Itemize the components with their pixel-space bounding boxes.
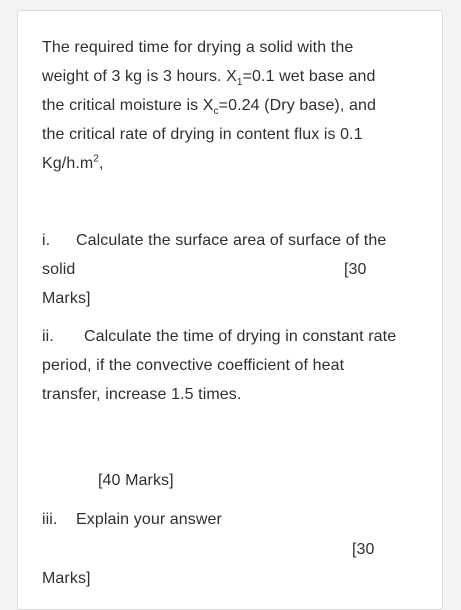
part-1-text-2: solid <box>42 261 76 278</box>
part-2-line-2 <box>42 356 344 376</box>
intro-line-1 <box>42 38 353 58</box>
intro-line-4 <box>42 125 363 145</box>
part-1-marks-a <box>344 260 367 280</box>
part-2-numeral <box>42 327 54 347</box>
part-3-text-1: Explain your answer <box>76 511 222 528</box>
part-2-text-3: transfer, increase 1.5 times. <box>42 386 242 403</box>
part-3-marks-a-text: [30 <box>352 541 375 558</box>
part-1-marks-b <box>42 289 91 309</box>
intro-text-3a: the critical moisture is X <box>42 97 214 114</box>
subscript-1: 1 <box>236 77 243 89</box>
part-1-marks-b-text: Marks] <box>42 290 91 307</box>
part-3-numeral-text: iii. <box>42 511 58 528</box>
part-2-text-2: period, if the convective coefficient of heat <box>42 357 345 374</box>
intro-text-1: The required time for drying a solid with the <box>42 39 354 56</box>
part-3-line-1 <box>76 510 222 530</box>
intro-line-5 <box>42 154 104 174</box>
part-1-marks-a-text: [30 <box>344 261 367 278</box>
part-3-marks-a <box>352 540 375 560</box>
question-card <box>17 10 443 610</box>
intro-text-2b: =0.1 wet base and <box>242 68 376 85</box>
part-2-line-1 <box>84 327 396 347</box>
part-2-marks-text: [40 Marks] <box>98 472 174 489</box>
part-1-numeral <box>42 231 50 251</box>
intro-text-5b: , <box>98 155 104 172</box>
part-1-line-2 <box>42 260 75 280</box>
intro-text-2a: weight of 3 kg is 3 hours. X <box>42 68 237 85</box>
superscript-2: 2 <box>93 153 99 165</box>
subscript-c: c <box>213 106 219 118</box>
part-2-marks <box>98 471 174 491</box>
part-2-numeral-text: ii. <box>42 328 54 345</box>
part-2-line-3 <box>42 385 241 405</box>
intro-text-4: the critical rate of drying in content flux is 0.1 <box>42 126 363 143</box>
part-3-numeral <box>42 510 58 530</box>
intro-text-3b: =0.24 (Dry base), and <box>218 97 376 114</box>
part-3-marks-b <box>42 569 91 589</box>
part-2-text-1: Calculate the time of drying in constant rate <box>84 328 397 345</box>
part-1-line-1 <box>76 231 386 251</box>
part-3-marks-b-text: Marks] <box>42 570 91 587</box>
intro-line-2 <box>42 67 376 87</box>
part-1-numeral-text: i. <box>42 232 51 249</box>
part-1-text-1: Calculate the surface area of surface of the <box>76 232 387 249</box>
intro-text-5a: Kg/h.m <box>42 155 94 172</box>
intro-line-3 <box>42 96 376 116</box>
